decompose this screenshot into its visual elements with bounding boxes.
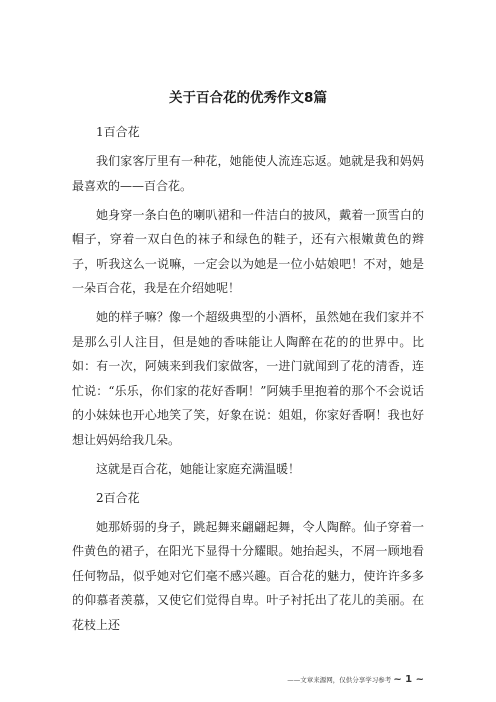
footer-source-text: ——文章来源网，仅供分享学习参考 — [287, 676, 392, 684]
document-title: 关于百合花的优秀作文8篇 — [169, 90, 327, 106]
page-number: ~ 1 ~ — [393, 674, 424, 685]
section-heading-2: 2百合花 — [96, 490, 140, 505]
page-footer — [72, 674, 424, 685]
section-heading-1: 1百合花 — [96, 125, 140, 139]
paragraph: 这就是百合花，她能让家庭充满温暖！ — [96, 461, 301, 476]
paragraph: 她那娇弱的身子，跳起舞来翩翩起舞，令人陶醉。仙子穿着一件黄色的裙子，在阳光下显得十分耀眼。她抬起头，不屑一顾地看任何物品，似乎她对它们毫不感兴趣。百合花的魅力，使许许多多的仰慕者羡慕，又使它们觉得自卑。叶子衬托出了花儿的美丽。在花枝上还 — [72, 519, 424, 632]
document-body — [72, 120, 424, 642]
paragraph: 她身穿一条白色的喇叭裙和一件洁白的披风，戴着一顶雪白的帽子，穿着一双白色的袜子和绿色的鞋子，还有六根嫩黄色的辫子，听我这么一说嘛，一定会以为她是一位小姑娘吧！不对，她是一朵百合花，我是在介绍她呢！ — [72, 207, 424, 295]
paragraph: 我们家客厅里有一种花，她能使人流连忘返。她就是我和妈妈最喜欢的——百合花。 — [72, 154, 424, 193]
paragraph: 她的样子嘛？像一个超级典型的小酒杯，虽然她在我们家并不是那么引人注目，但是她的香味能让人陶醉在花的的世界中。比如：有一次，阿姨来到我们家做客，一进门就闻到了花的清香，连忙说：“乐乐，你们家的花好香啊！”阿姨手里抱着的那个不会说话的小妹妹也开心地笑了笑，好象在说：姐姐，你家好香啊！我也好想让妈妈给我几朵。 — [72, 310, 424, 447]
